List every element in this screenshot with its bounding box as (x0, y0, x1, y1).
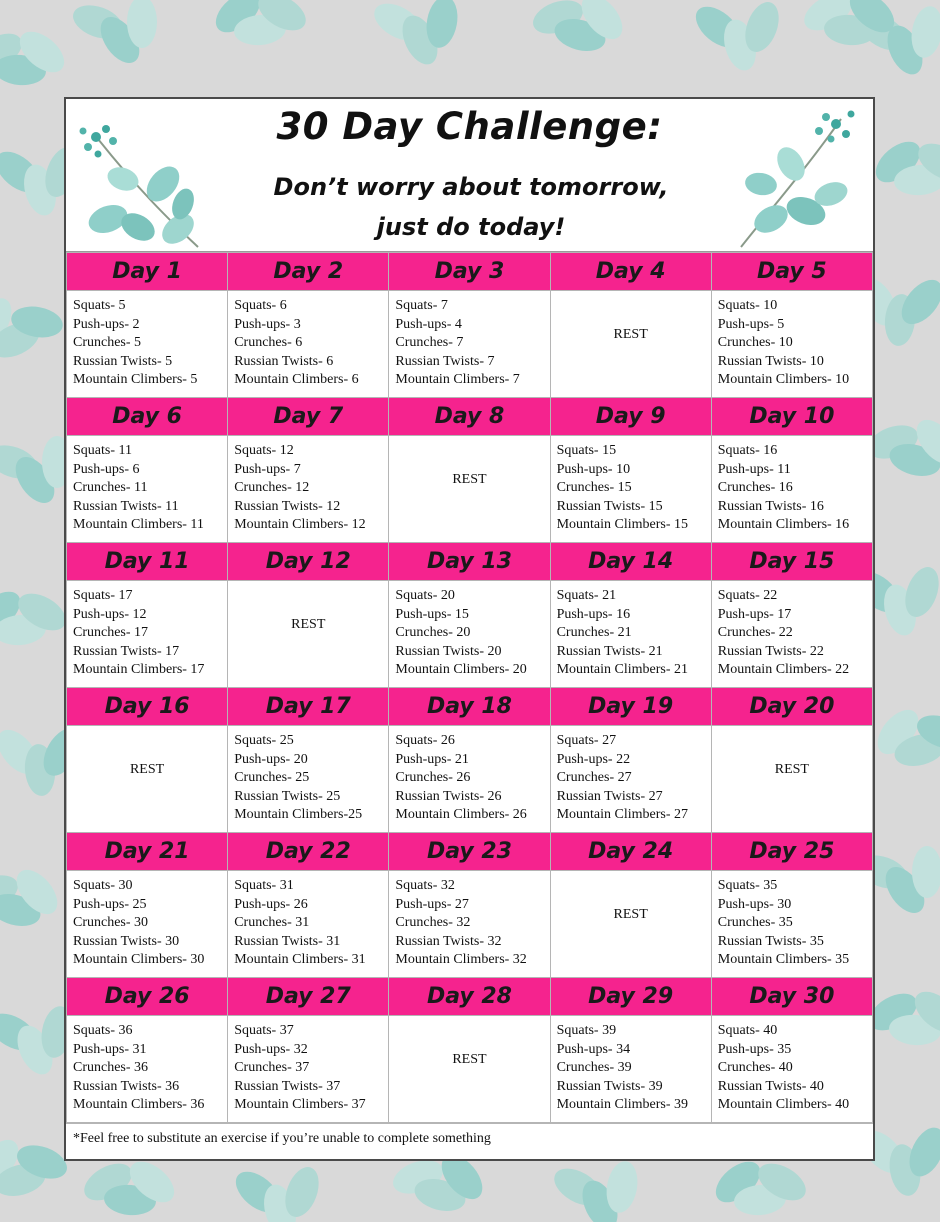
exercise-item: Push-ups- 11 (717, 461, 791, 477)
exercise-list (228, 291, 388, 390)
challenge-grid (66, 252, 873, 1123)
exercise-item: Push-ups- 20 (234, 751, 308, 767)
exercise-item: Mountain Climbers- 12 (234, 517, 366, 533)
day-cell (711, 581, 872, 688)
day-cell (228, 581, 389, 688)
exercise-list (389, 581, 549, 680)
day-cell (228, 1016, 389, 1123)
exercise-item: Russian Twists- 36 (73, 1078, 180, 1094)
day-label: Day 18 (389, 688, 550, 726)
exercise-item: Crunches- 16 (717, 480, 793, 496)
exercise-list (228, 436, 388, 535)
day-label: Day 17 (228, 688, 389, 726)
header (66, 99, 873, 252)
exercise-item: Squats- 6 (234, 298, 287, 313)
day-label: Day 28 (389, 978, 550, 1016)
exercise-item: Crunches- 40 (717, 1060, 793, 1076)
exercise-list (712, 871, 872, 970)
exercise-item: Push-ups- 4 (395, 316, 462, 332)
day-label: Day 6 (67, 398, 228, 436)
exercise-item: Crunches- 26 (395, 770, 471, 786)
rest-label: REST (129, 762, 165, 777)
exercise-item: Push-ups- 5 (717, 316, 785, 332)
day-label: Day 16 (67, 688, 228, 726)
exercise-item: Mountain Climbers- 30 (73, 952, 205, 968)
exercise-item: Mountain Climbers- 20 (395, 662, 527, 678)
day-label: Day 20 (711, 688, 872, 726)
exercise-item: Mountain Climbers- 36 (73, 1097, 205, 1113)
exercise-item: Mountain Climbers- 5 (73, 372, 198, 388)
exercise-item: Russian Twists- 32 (395, 933, 502, 949)
day-cell (228, 291, 389, 398)
day-cell (711, 436, 872, 543)
day-header-row (67, 688, 873, 726)
day-label: Day 3 (389, 253, 550, 291)
day-cell (228, 726, 389, 833)
day-label: Day 24 (550, 833, 711, 871)
day-cell (550, 1016, 711, 1123)
day-label: Day 23 (389, 833, 550, 871)
exercise-item: Squats- 5 (73, 298, 126, 313)
exercise-item: Russian Twists- 15 (556, 498, 663, 514)
exercise-list (712, 581, 872, 680)
exercise-item: Mountain Climbers- 39 (556, 1097, 688, 1113)
exercise-item: Russian Twists- 5 (73, 353, 173, 369)
exercise-item: Push-ups- 16 (556, 606, 631, 622)
exercise-list (551, 436, 711, 535)
exercise-item: Crunches- 35 (717, 915, 793, 931)
exercise-list (67, 581, 227, 680)
day-label: Day 9 (550, 398, 711, 436)
exercise-item: Russian Twists- 21 (556, 643, 663, 659)
exercise-item: Russian Twists- 7 (395, 353, 495, 369)
exercise-item: Mountain Climbers- 27 (556, 807, 688, 823)
day-label: Day 27 (228, 978, 389, 1016)
footnote: *Feel free to substitute an exercise if you’re unable to complete something (66, 1123, 873, 1159)
day-label: Day 25 (711, 833, 872, 871)
exercise-item: Mountain Climbers- 31 (234, 952, 366, 968)
exercise-list (228, 871, 388, 970)
page-subtitle: Don’t worry about tomorrow, just do today! (273, 173, 669, 241)
day-body-row (67, 726, 873, 833)
day-label: Day 29 (550, 978, 711, 1016)
exercise-item: Crunches- 27 (556, 770, 632, 786)
exercise-list (67, 291, 227, 390)
day-cell (389, 1016, 550, 1123)
day-cell (711, 291, 872, 398)
exercise-item: Push-ups- 12 (73, 606, 147, 622)
exercise-item: Mountain Climbers- 6 (234, 372, 359, 388)
exercise-item: Push-ups- 10 (556, 461, 631, 477)
exercise-item: Mountain Climbers- 11 (73, 517, 204, 533)
day-body-row (67, 581, 873, 688)
day-body-row (67, 436, 873, 543)
exercise-list (389, 871, 549, 970)
day-cell (67, 436, 228, 543)
day-cell (228, 436, 389, 543)
rest-label: REST (613, 327, 648, 342)
exercise-item: Russian Twists- 30 (73, 933, 180, 949)
day-label: Day 22 (228, 833, 389, 871)
exercise-item: Mountain Climbers- 22 (717, 662, 850, 678)
page-title: 30 Day Challenge: (276, 105, 663, 148)
exercise-item: Squats- 12 (234, 443, 294, 458)
exercise-item: Push-ups- 30 (717, 896, 792, 912)
exercise-item: Mountain Climbers- 10 (717, 372, 850, 388)
exercise-item: Crunches- 10 (717, 335, 793, 351)
day-cell (550, 726, 711, 833)
day-cell (550, 436, 711, 543)
rest-label: REST (291, 617, 326, 632)
exercise-item: Russian Twists- 39 (556, 1078, 663, 1094)
day-cell (711, 1016, 872, 1123)
day-cell (550, 871, 711, 978)
exercise-item: Squats- 21 (556, 588, 617, 603)
exercise-list (228, 1016, 388, 1115)
exercise-list (551, 581, 711, 680)
day-label: Day 15 (711, 543, 872, 581)
exercise-item: Squats- 35 (717, 878, 778, 893)
day-body-row (67, 291, 873, 398)
exercise-list (712, 1016, 872, 1115)
exercise-item: Push-ups- 26 (234, 896, 308, 912)
exercise-item: Crunches- 39 (556, 1060, 632, 1076)
rest-label: REST (613, 907, 648, 922)
exercise-item: Crunches- 37 (234, 1060, 310, 1076)
exercise-item: Crunches- 32 (395, 915, 471, 931)
exercise-item: Crunches- 31 (234, 915, 310, 931)
exercise-item: Squats- 17 (73, 588, 133, 603)
day-label: Day 30 (711, 978, 872, 1016)
exercise-item: Squats- 40 (717, 1023, 778, 1038)
exercise-item: Squats- 36 (73, 1023, 133, 1038)
day-cell (711, 871, 872, 978)
exercise-item: Crunches- 30 (73, 915, 149, 931)
exercise-item: Mountain Climbers- 40 (717, 1097, 850, 1113)
day-cell (67, 726, 228, 833)
exercise-item: Mountain Climbers- 15 (556, 517, 688, 533)
exercise-item: Crunches- 21 (556, 625, 632, 641)
exercise-item: Squats- 20 (395, 588, 455, 603)
exercise-item: Russian Twists- 10 (717, 353, 824, 369)
exercise-list (228, 726, 388, 825)
exercise-item: Squats- 30 (73, 878, 133, 893)
exercise-item: Russian Twists- 31 (234, 933, 341, 949)
day-cell (550, 581, 711, 688)
day-label: Day 13 (389, 543, 550, 581)
day-label: Day 26 (67, 978, 228, 1016)
exercise-item: Crunches- 22 (717, 625, 793, 641)
exercise-item: Crunches- 12 (234, 480, 310, 496)
exercise-item: Push-ups- 3 (234, 316, 301, 332)
exercise-item: Push-ups- 15 (395, 606, 469, 622)
exercise-item: Push-ups- 7 (234, 461, 301, 477)
exercise-item: Squats- 25 (234, 733, 294, 748)
exercise-list (712, 436, 872, 535)
exercise-item: Push-ups- 21 (395, 751, 469, 767)
day-label: Day 19 (550, 688, 711, 726)
day-header-row (67, 543, 873, 581)
day-cell (67, 291, 228, 398)
day-body-row (67, 1016, 873, 1123)
day-label: Day 11 (67, 543, 228, 581)
exercise-item: Russian Twists- 17 (73, 643, 180, 659)
exercise-item: Mountain Climbers- 17 (73, 662, 205, 678)
exercise-item: Push-ups- 35 (717, 1041, 792, 1057)
day-label: Day 10 (711, 398, 872, 436)
exercise-item: Crunches- 15 (556, 480, 632, 496)
exercise-item: Mountain Climbers-25 (234, 807, 363, 823)
exercise-item: Squats- 39 (556, 1023, 617, 1038)
exercise-item: Crunches- 5 (73, 335, 142, 351)
exercise-list (712, 291, 872, 390)
day-cell (389, 581, 550, 688)
exercise-item: Crunches- 6 (234, 335, 303, 351)
exercise-list (551, 1016, 711, 1115)
exercise-item: Russian Twists- 40 (717, 1078, 824, 1094)
day-cell (67, 581, 228, 688)
day-cell (389, 871, 550, 978)
day-cell (67, 871, 228, 978)
exercise-list (67, 1016, 227, 1115)
day-header-row (67, 978, 873, 1016)
exercise-item: Crunches- 7 (395, 335, 464, 351)
day-label: Day 14 (550, 543, 711, 581)
day-label: Day 7 (228, 398, 389, 436)
exercise-item: Russian Twists- 27 (556, 788, 663, 804)
day-label: Day 21 (67, 833, 228, 871)
day-label: Day 8 (389, 398, 550, 436)
exercise-list (389, 291, 549, 390)
exercise-item: Mountain Climbers- 35 (717, 952, 850, 968)
day-cell (389, 726, 550, 833)
exercise-item: Push-ups- 2 (73, 316, 140, 332)
exercise-item: Russian Twists- 35 (717, 933, 824, 949)
day-label: Day 5 (711, 253, 872, 291)
exercise-item: Crunches- 17 (73, 625, 149, 641)
exercise-item: Crunches- 25 (234, 770, 310, 786)
exercise-list (67, 871, 227, 970)
exercise-item: Mountain Climbers- 26 (395, 807, 527, 823)
day-label: Day 1 (67, 253, 228, 291)
exercise-item: Russian Twists- 16 (717, 498, 824, 514)
day-cell (711, 726, 872, 833)
exercise-item: Push-ups- 31 (73, 1041, 147, 1057)
exercise-item: Squats- 16 (717, 443, 778, 458)
exercise-item: Squats- 32 (395, 878, 455, 893)
day-cell (389, 291, 550, 398)
rest-label: REST (452, 472, 487, 487)
exercise-item: Push-ups- 22 (556, 751, 631, 767)
exercise-item: Russian Twists- 6 (234, 353, 334, 369)
exercise-item: Russian Twists- 11 (73, 498, 179, 514)
exercise-item: Mountain Climbers- 32 (395, 952, 527, 968)
exercise-item: Crunches- 11 (73, 480, 148, 496)
day-body-row (67, 871, 873, 978)
exercise-item: Push-ups- 34 (556, 1041, 631, 1057)
exercise-item: Mountain Climbers- 7 (395, 372, 520, 388)
day-cell (550, 291, 711, 398)
exercise-item: Squats- 11 (73, 443, 132, 458)
exercise-item: Mountain Climbers- 21 (556, 662, 688, 678)
challenge-sheet (64, 97, 875, 1161)
exercise-item: Squats- 22 (717, 588, 778, 603)
exercise-item: Squats- 15 (556, 443, 617, 458)
exercise-item: Squats- 27 (556, 733, 617, 748)
exercise-item: Crunches- 36 (73, 1060, 149, 1076)
day-header-row (67, 833, 873, 871)
exercise-item: Push-ups- 17 (717, 606, 792, 622)
exercise-item: Russian Twists- 26 (395, 788, 502, 804)
day-header-row (67, 398, 873, 436)
exercise-list (67, 436, 227, 535)
exercise-item: Push-ups- 32 (234, 1041, 308, 1057)
exercise-item: Push-ups- 27 (395, 896, 469, 912)
rest-label: REST (774, 762, 809, 777)
exercise-item: Russian Twists- 25 (234, 788, 341, 804)
rest-label: REST (452, 1052, 487, 1067)
exercise-item: Squats- 37 (234, 1023, 294, 1038)
day-cell (67, 1016, 228, 1123)
exercise-item: Russian Twists- 37 (234, 1078, 341, 1094)
exercise-item: Mountain Climbers- 16 (717, 517, 850, 533)
exercise-item: Mountain Climbers- 37 (234, 1097, 366, 1113)
exercise-item: Squats- 7 (395, 298, 448, 313)
exercise-item: Push-ups- 25 (73, 896, 147, 912)
exercise-list (551, 726, 711, 825)
day-cell (389, 436, 550, 543)
exercise-item: Push-ups- 6 (73, 461, 140, 477)
day-label: Day 2 (228, 253, 389, 291)
day-cell (228, 871, 389, 978)
exercise-item: Russian Twists- 12 (234, 498, 341, 514)
exercise-list (389, 726, 549, 825)
day-label: Day 12 (228, 543, 389, 581)
exercise-item: Squats- 10 (717, 298, 778, 313)
exercise-item: Squats- 31 (234, 878, 294, 893)
exercise-item: Squats- 26 (395, 733, 455, 748)
day-header-row (67, 253, 873, 291)
exercise-item: Russian Twists- 22 (717, 643, 824, 659)
day-label: Day 4 (550, 253, 711, 291)
exercise-item: Crunches- 20 (395, 625, 471, 641)
exercise-item: Russian Twists- 20 (395, 643, 502, 659)
